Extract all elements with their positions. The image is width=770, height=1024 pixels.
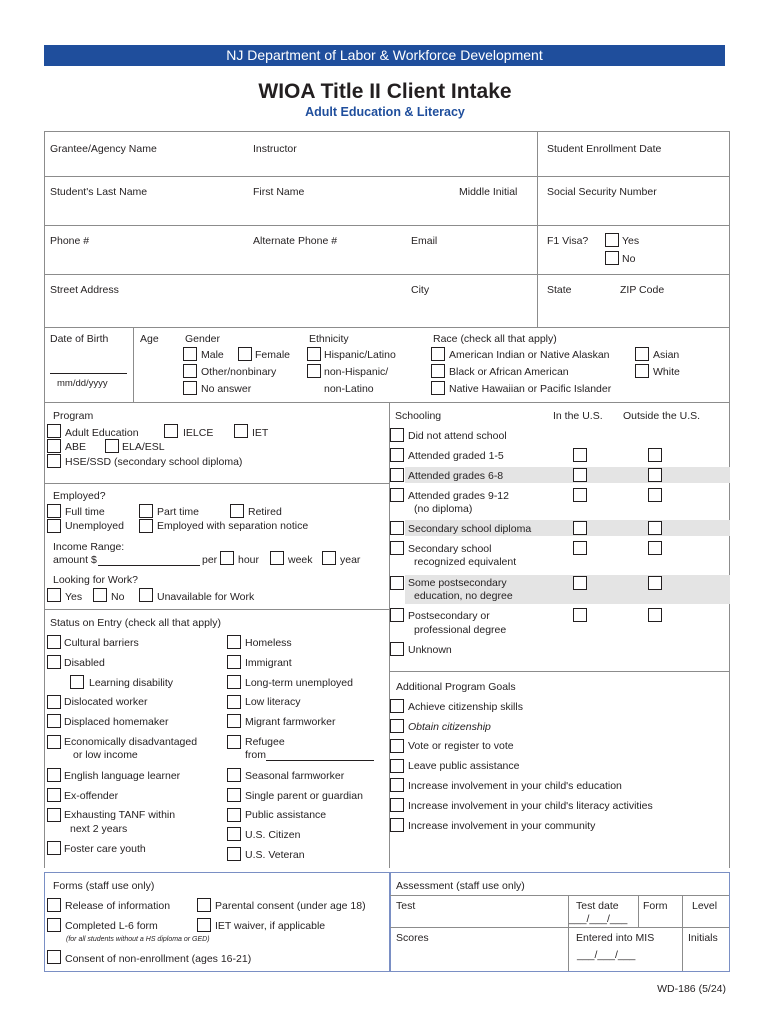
goals-label: Additional Program Goals — [396, 681, 516, 693]
divider — [44, 327, 730, 328]
per-label: per — [202, 554, 218, 566]
econ-disadvantaged-checkbox[interactable] — [47, 735, 61, 749]
amind-checkbox[interactable] — [431, 347, 445, 361]
grades-6-8-checkbox[interactable] — [390, 468, 404, 482]
separation-checkbox[interactable] — [139, 519, 153, 533]
postsecondary-degree-us-checkbox[interactable] — [573, 608, 587, 622]
year-label: year — [340, 554, 361, 566]
adult-ed-label: Adult Education — [65, 427, 139, 439]
forms-title: Forms — [53, 880, 83, 892]
disabled-label: Disabled — [64, 657, 105, 669]
forms-label — [53, 880, 154, 893]
migrant-farmworker-checkbox[interactable] — [227, 714, 241, 728]
us-citizen-checkbox[interactable] — [227, 827, 241, 841]
long-term-unemployed-checkbox[interactable] — [227, 675, 241, 689]
ell-label: English language learner — [64, 770, 181, 782]
immigrant-checkbox[interactable] — [227, 655, 241, 669]
single-parent-label: Single parent or guardian — [245, 790, 363, 802]
refugee-from-field[interactable] — [266, 760, 374, 761]
nhpi-label: Native Hawaiian or Pacific Islander — [449, 383, 612, 395]
divider — [537, 131, 538, 327]
hs-diploma-us-checkbox[interactable] — [573, 521, 587, 535]
instructor-label: Instructor — [253, 143, 297, 155]
dislocated-worker-checkbox[interactable] — [47, 695, 61, 709]
state-label: State — [547, 284, 572, 296]
divider — [44, 402, 730, 403]
looking-label: Looking for Work? — [53, 574, 139, 586]
foster-care-checkbox[interactable] — [47, 841, 61, 855]
black-label: Black or African American — [449, 366, 569, 378]
goal-child-education-label: Increase involvement in your child's education — [408, 780, 622, 792]
grades-1-5-us-checkbox[interactable] — [573, 448, 587, 462]
divider — [44, 225, 730, 226]
f1-yes-label: Yes — [622, 235, 640, 247]
l6-form-label: Completed L-6 form — [65, 920, 158, 932]
some-postsecondary-checkbox[interactable] — [390, 576, 404, 590]
ela-checkbox[interactable] — [105, 439, 119, 453]
immigrant-label: Immigrant — [245, 657, 292, 669]
agency-banner: NJ Department of Labor & Workforce Development — [44, 45, 725, 66]
grades-9-12-outside-checkbox[interactable] — [648, 488, 662, 502]
ielce-checkbox[interactable] — [164, 424, 178, 438]
public-assistance-checkbox[interactable] — [227, 808, 241, 822]
l6-note: (for all students without a HS diploma or GED) — [66, 936, 210, 943]
other-gender-label: Other/nonbinary — [201, 366, 277, 378]
iet-waiver-checkbox[interactable] — [197, 918, 211, 932]
divider — [44, 176, 730, 177]
form-title: WIOA Title II Client Intake — [258, 80, 512, 103]
hs-equivalent-label: Secondary school — [408, 543, 492, 555]
middle-initial-label: Middle Initial — [459, 186, 518, 198]
email-label: Email — [411, 235, 438, 247]
income-label: Income Range: — [53, 541, 125, 553]
hour-label: hour — [238, 554, 260, 566]
low-literacy-label: Low literacy — [245, 696, 301, 708]
test-date-label: Test date — [576, 900, 619, 912]
divider — [389, 671, 730, 672]
grades-9-12-checkbox[interactable] — [390, 488, 404, 502]
status-note: (check all that apply) — [124, 617, 222, 629]
hs-equivalent-us-checkbox[interactable] — [573, 541, 587, 555]
gender-label: Gender — [185, 333, 221, 345]
no-answer-checkbox[interactable] — [183, 381, 197, 395]
test-date-blank[interactable]: ___/___/___ — [569, 913, 628, 925]
form-subtitle: Adult Education & Literacy — [305, 105, 465, 119]
dob-line — [50, 373, 127, 374]
hs-diploma-checkbox[interactable] — [390, 521, 404, 535]
homeless-label: Homeless — [245, 637, 292, 649]
econ-disadvantaged-label: Economically disadvantaged — [64, 736, 198, 748]
outside-us-header: Outside the U.S. — [623, 410, 701, 422]
goal-vote-label: Vote or register to vote — [408, 740, 514, 752]
hse-checkbox[interactable] — [47, 454, 61, 468]
hs-diploma-outside-checkbox[interactable] — [648, 521, 662, 535]
parental-consent-checkbox[interactable] — [197, 898, 211, 912]
goal-citizenship-skills-checkbox[interactable] — [390, 699, 404, 713]
postsecondary-degree-checkbox[interactable] — [390, 608, 404, 622]
black-checkbox[interactable] — [431, 364, 445, 378]
assessment-label — [396, 880, 525, 893]
age-label: Age — [140, 333, 159, 345]
refugee-from-label: from — [245, 749, 266, 761]
ex-offender-checkbox[interactable] — [47, 788, 61, 802]
white-label: White — [653, 366, 680, 378]
looking-no-checkbox[interactable] — [93, 588, 107, 602]
goal-child-education-checkbox[interactable] — [390, 778, 404, 792]
asian-checkbox[interactable] — [635, 347, 649, 361]
hs-equivalent-label-2: recognized equivalent — [414, 556, 517, 568]
asian-label: Asian — [653, 349, 680, 361]
adult-ed-checkbox[interactable] — [47, 424, 61, 438]
hs-equivalent-outside-checkbox[interactable] — [648, 541, 662, 555]
amount-field[interactable] — [98, 565, 200, 566]
street-label: Street Address — [50, 284, 119, 296]
hs-equivalent-checkbox[interactable] — [390, 541, 404, 555]
learning-disability-label: Learning disability — [89, 677, 174, 689]
assessment-title: Assessment — [396, 880, 454, 892]
goal-community-label: Increase involvement in your community — [408, 820, 596, 832]
goal-obtain-citizenship-checkbox[interactable] — [390, 719, 404, 733]
grades-6-8-outside-checkbox[interactable] — [648, 468, 662, 482]
grades-9-12-label: Attended grades 9-12 — [408, 490, 509, 502]
retired-label: Retired — [248, 506, 282, 518]
race-label — [433, 333, 557, 346]
refugee-checkbox[interactable] — [227, 735, 241, 749]
goal-vote-checkbox[interactable] — [390, 739, 404, 753]
form-code: WD-186 (5/24) — [657, 983, 726, 995]
divider — [390, 927, 729, 928]
l6-form-checkbox[interactable] — [47, 918, 61, 932]
grades-1-5-outside-checkbox[interactable] — [648, 448, 662, 462]
divider — [638, 895, 639, 927]
looking-no-label: No — [111, 591, 125, 603]
city-label: City — [411, 284, 430, 296]
goal-child-literacy-label: Increase involvement in your child's literacy activities — [408, 800, 653, 812]
full-time-label: Full time — [65, 506, 105, 518]
status-label — [50, 617, 221, 630]
status-title: Status on Entry — [50, 617, 122, 629]
separation-label: Employed with separation notice — [157, 520, 309, 532]
f1-no-checkbox[interactable] — [605, 251, 619, 265]
mis-date-blank[interactable]: ___/___/___ — [577, 949, 636, 961]
female-checkbox[interactable] — [238, 347, 252, 361]
some-postsecondary-label: Some postsecondary — [408, 577, 507, 589]
schooling-label: Schooling — [395, 410, 442, 422]
iet-waiver-label: IET waiver, if applicable — [215, 920, 326, 932]
scores-label: Scores — [396, 932, 429, 944]
divider — [44, 609, 389, 610]
tanf-label-2: next 2 years — [70, 823, 128, 835]
hispanic-label: Hispanic/Latino — [324, 349, 396, 361]
full-time-checkbox[interactable] — [47, 504, 61, 518]
amind-label: American Indian or Native Alaskan — [449, 349, 610, 361]
iet-checkbox[interactable] — [234, 424, 248, 438]
public-assistance-label: Public assistance — [245, 809, 327, 821]
tanf-checkbox[interactable] — [47, 808, 61, 822]
no-answer-label: No answer — [201, 383, 252, 395]
grantee-label: Grantee/Agency Name — [50, 143, 157, 155]
f1-yes-checkbox[interactable] — [605, 233, 619, 247]
iet-label: IET — [252, 427, 269, 439]
race-title: Race — [433, 333, 458, 345]
week-label: week — [288, 554, 313, 566]
unemployed-checkbox[interactable] — [47, 519, 61, 533]
goal-leave-assistance-label: Leave public assistance — [408, 760, 520, 772]
us-citizen-label: U.S. Citizen — [245, 829, 301, 841]
non-hispanic-label-2: non-Latino — [324, 383, 374, 395]
entered-mis-label: Entered into MIS — [576, 932, 655, 944]
homeless-checkbox[interactable] — [227, 635, 241, 649]
unavailable-label: Unavailable for Work — [157, 591, 255, 603]
ex-offender-label: Ex-offender — [64, 790, 119, 802]
divider — [44, 483, 389, 484]
parental-consent-label: Parental consent (under age 18) — [215, 900, 366, 912]
us-veteran-checkbox[interactable] — [227, 847, 241, 861]
postsecondary-degree-label-2: professional degree — [414, 624, 507, 636]
postsecondary-degree-label: Postsecondary or — [408, 610, 490, 622]
cultural-barriers-checkbox[interactable] — [47, 635, 61, 649]
f1-no-label: No — [622, 253, 636, 265]
test-label: Test — [396, 900, 416, 912]
assessment-note: (staff use only) — [456, 880, 525, 892]
in-us-header: In the U.S. — [553, 410, 603, 422]
dislocated-worker-label: Dislocated worker — [64, 696, 148, 708]
week-checkbox[interactable] — [270, 551, 284, 565]
divider — [568, 895, 569, 971]
some-postsecondary-outside-checkbox[interactable] — [648, 576, 662, 590]
assessment-table — [390, 895, 729, 971]
goal-citizenship-skills-label: Achieve citizenship skills — [408, 701, 523, 713]
female-label: Female — [255, 349, 291, 361]
goal-child-literacy-checkbox[interactable] — [390, 798, 404, 812]
econ-disadvantaged-label-2: or low income — [73, 749, 138, 761]
grades-1-5-label: Attended graded 1-5 — [408, 450, 504, 462]
migrant-farmworker-label: Migrant farmworker — [245, 716, 336, 728]
divider — [44, 274, 730, 275]
postsecondary-degree-outside-checkbox[interactable] — [648, 608, 662, 622]
grades-1-5-checkbox[interactable] — [390, 448, 404, 462]
hispanic-checkbox[interactable] — [307, 347, 321, 361]
retired-checkbox[interactable] — [230, 504, 244, 518]
alt-phone-label: Alternate Phone # — [253, 235, 338, 247]
male-checkbox[interactable] — [183, 347, 197, 361]
hour-checkbox[interactable] — [220, 551, 234, 565]
grades-9-12-label-2: (no diploma) — [414, 503, 473, 515]
first-name-label: First Name — [253, 186, 305, 198]
non-hispanic-label: non-Hispanic/ — [324, 366, 389, 378]
single-parent-checkbox[interactable] — [227, 788, 241, 802]
other-gender-checkbox[interactable] — [183, 364, 197, 378]
employed-label: Employed? — [53, 490, 106, 502]
unavailable-checkbox[interactable] — [139, 588, 153, 602]
abe-checkbox[interactable] — [47, 439, 61, 453]
unknown-checkbox[interactable] — [390, 642, 404, 656]
release-info-checkbox[interactable] — [47, 898, 61, 912]
form-label: Form — [643, 900, 668, 912]
long-term-unemployed-label: Long-term unemployed — [245, 677, 353, 689]
ielce-label: IELCE — [183, 427, 214, 439]
grades-6-8-us-checkbox[interactable] — [573, 468, 587, 482]
consent-nonenrollment-label: Consent of non-enrollment (ages 16-21) — [65, 953, 252, 965]
dob-format: mm/dd/yyyy — [57, 378, 108, 389]
abe-label: ABE — [65, 441, 87, 453]
year-checkbox[interactable] — [322, 551, 336, 565]
phone-label: Phone # — [50, 235, 90, 247]
goal-community-checkbox[interactable] — [390, 818, 404, 832]
displaced-homemaker-checkbox[interactable] — [47, 714, 61, 728]
white-checkbox[interactable] — [635, 364, 649, 378]
amount-label: amount $ — [53, 554, 97, 566]
ell-checkbox[interactable] — [47, 768, 61, 782]
refugee-label: Refugee — [245, 736, 285, 748]
some-postsecondary-us-checkbox[interactable] — [573, 576, 587, 590]
non-hispanic-checkbox[interactable] — [307, 364, 321, 378]
race-note: (check all that apply) — [460, 333, 557, 345]
seasonal-farmworker-checkbox[interactable] — [227, 768, 241, 782]
tanf-label: Exhausting TANF within — [64, 809, 176, 821]
forms-note: (staff use only) — [85, 880, 155, 892]
goal-leave-assistance-checkbox[interactable] — [390, 759, 404, 773]
grades-6-8-label: Attended grades 6-8 — [408, 470, 504, 482]
looking-yes-label: Yes — [65, 591, 83, 603]
zip-label: ZIP Code — [620, 284, 665, 296]
hs-diploma-label: Secondary school diploma — [408, 523, 532, 535]
level-label: Level — [692, 900, 718, 912]
learning-disability-checkbox[interactable] — [70, 675, 84, 689]
male-label: Male — [201, 349, 224, 361]
divider — [682, 895, 683, 971]
ethnicity-label: Ethnicity — [309, 333, 349, 345]
foster-care-label: Foster care youth — [64, 843, 146, 855]
divider — [133, 327, 134, 402]
did-not-attend-checkbox[interactable] — [390, 428, 404, 442]
initials-label: Initials — [688, 932, 718, 944]
looking-yes-checkbox[interactable] — [47, 588, 61, 602]
disabled-checkbox[interactable] — [47, 655, 61, 669]
ssn-label: Social Security Number — [547, 186, 657, 198]
last-name-label: Student's Last Name — [50, 186, 148, 198]
did-not-attend-label: Did not attend school — [408, 430, 507, 442]
low-literacy-checkbox[interactable] — [227, 695, 241, 709]
grades-9-12-us-checkbox[interactable] — [573, 488, 587, 502]
program-label: Program — [53, 410, 94, 422]
us-veteran-label: U.S. Veteran — [245, 849, 305, 861]
ela-label: ELA/ESL — [122, 441, 165, 453]
hse-label: HSE/SSD (secondary school diploma) — [65, 456, 243, 468]
part-time-checkbox[interactable] — [139, 504, 153, 518]
unknown-label: Unknown — [408, 644, 452, 656]
cultural-barriers-label: Cultural barriers — [64, 637, 139, 649]
dob-label: Date of Birth — [50, 333, 109, 345]
unemployed-label: Unemployed — [65, 520, 124, 532]
part-time-label: Part time — [157, 506, 200, 518]
goal-obtain-citizenship-label: Obtain citizenship — [408, 721, 491, 733]
some-postsecondary-label-2: education, no degree — [414, 590, 513, 602]
release-info-label: Release of information — [65, 900, 171, 912]
enrollment-date-label: Student Enrollment Date — [547, 143, 662, 155]
seasonal-farmworker-label: Seasonal farmworker — [245, 770, 345, 782]
displaced-homemaker-label: Displaced homemaker — [64, 716, 169, 728]
f1-visa-label: F1 Visa? — [547, 235, 589, 247]
consent-nonenrollment-checkbox[interactable] — [47, 950, 61, 964]
nhpi-checkbox[interactable] — [431, 381, 445, 395]
